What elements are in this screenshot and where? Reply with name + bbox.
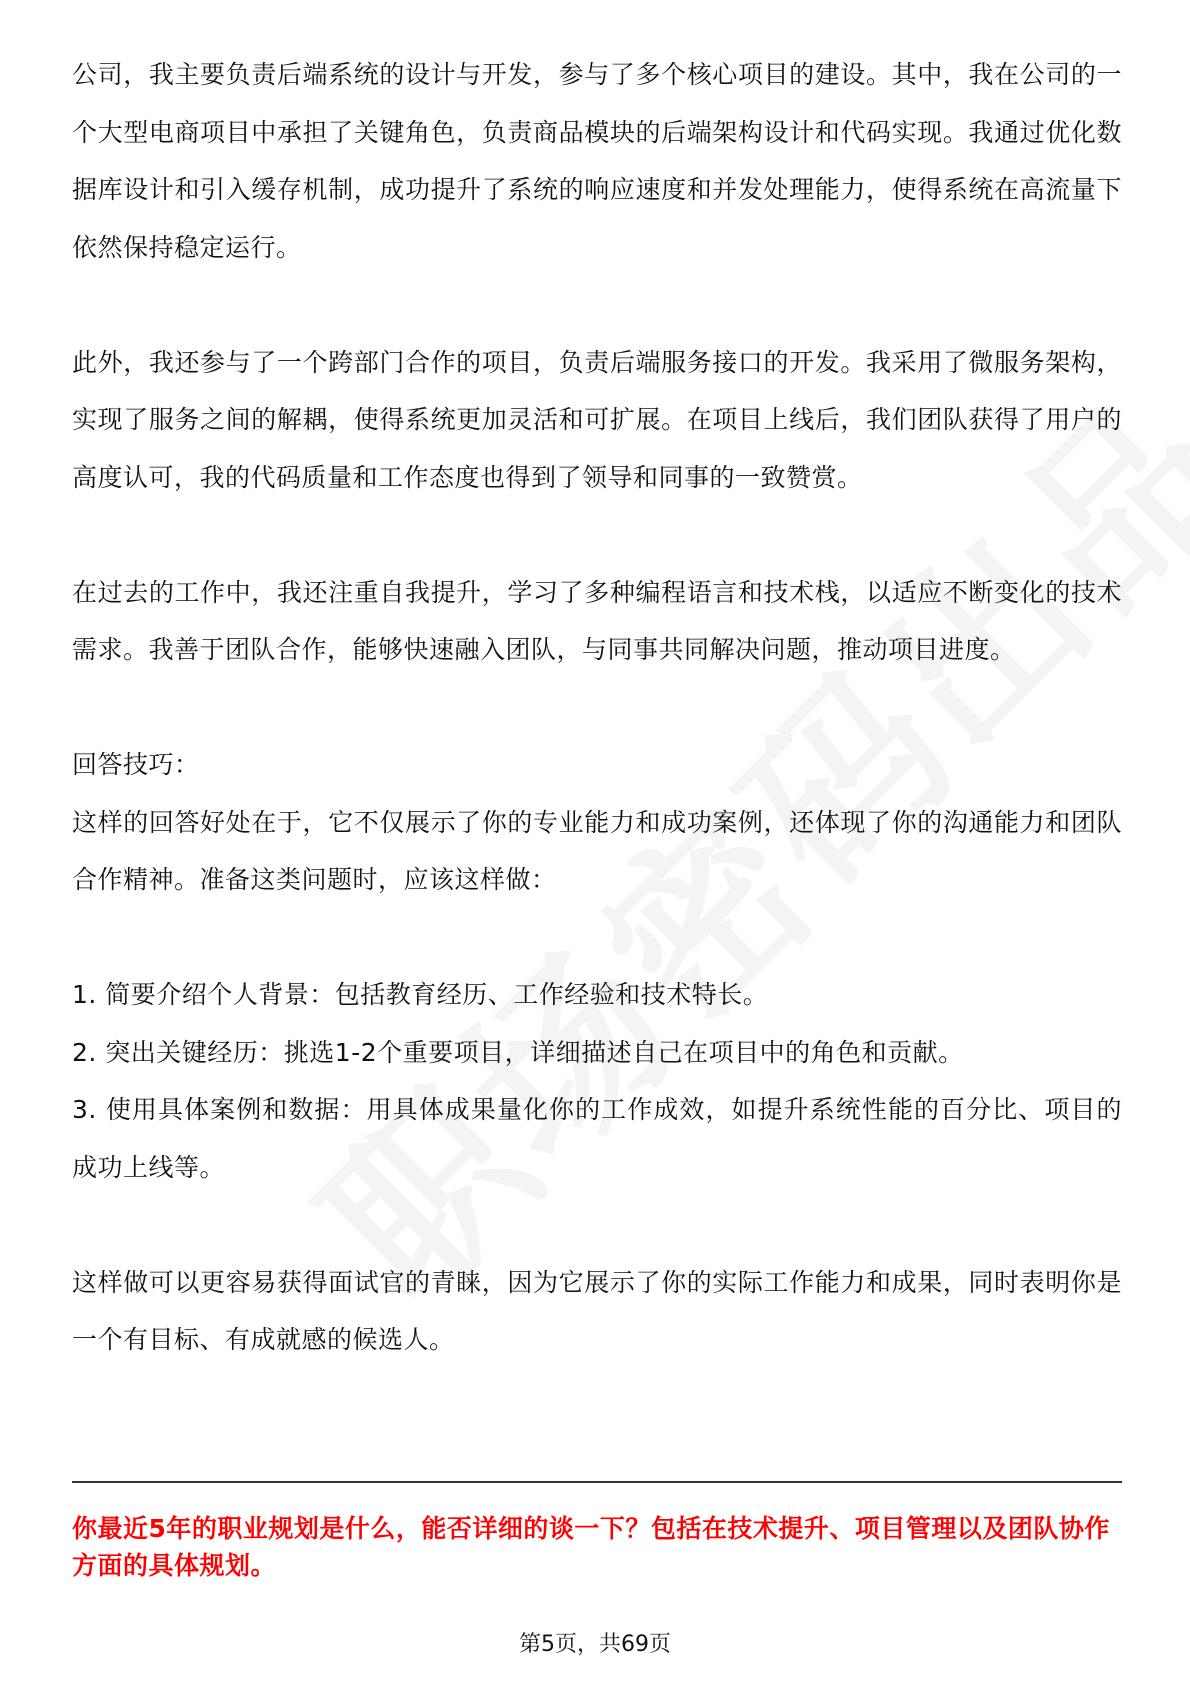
paragraph-cross-department: 此外，我还参与了一个跨部门合作的项目，负责后端服务接口的开发。我采用了微服务架构，实现了服务之间的解耦，使得系统更加灵活和可扩展。在项目上线后，我们团队获得了用户的高度认可，我的代码质量和工作态度也得到了领导和同事的一致赞赏。 bbox=[72, 347, 1122, 492]
list-item: 2. 突出关键经历：挑选1-2个重要项目，详细描述自己在项目中的角色和贡献。 bbox=[72, 1037, 964, 1067]
paragraph-project-experience: 公司，我主要负责后端系统的设计与开发，参与了多个核心项目的建设。其中，我在公司的一个大型电商项目中承担了关键角色，负责商品模块的后端架构设计和代码实现。我通过优化数据库设计和引入缓存机制，成功提升了系统的响应速度和并发处理能力，使得系统在高流量下依然保持稳定运行。 bbox=[72, 60, 1122, 262]
list-item: 3. 使用具体案例和数据：用具体成果量化你的工作成效，如提升系统性能的百分比、项目的成功上线等。 bbox=[72, 1095, 1122, 1182]
conclusion-paragraph: 这样做可以更容易获得面试官的青睐，因为它展示了你的实际工作能力和成果，同时表明你是一个有目标、有成就感的候选人。 bbox=[72, 1267, 1122, 1354]
next-question-heading: 你最近5年的职业规划是什么，能否详细的谈一下？包括在技术提升、项目管理以及团队协作方面的具体规划。 bbox=[72, 1514, 1110, 1580]
paragraph-self-improvement: 在过去的工作中，我还注重自我提升，学习了多种编程语言和技术栈，以适应不断变化的技术需求。我善于团队合作，能够快速融入团队，与同事共同解决问题，推动项目进度。 bbox=[72, 577, 1122, 664]
list-item: 1. 简要介绍个人背景：包括教育经历、工作经验和技术特长。 bbox=[72, 980, 769, 1009]
tips-heading: 回答技巧： bbox=[72, 750, 200, 779]
page-body bbox=[72, 46, 1122, 1369]
section-divider bbox=[72, 1481, 1122, 1483]
page-number: 第5页，共69页 bbox=[519, 1632, 671, 1657]
tips-intro: 这样的回答好处在于，它不仅展示了你的专业能力和成功案例，还体现了你的沟通能力和团队合作精神。准备这类问题时，应该这样做： bbox=[72, 807, 1122, 894]
